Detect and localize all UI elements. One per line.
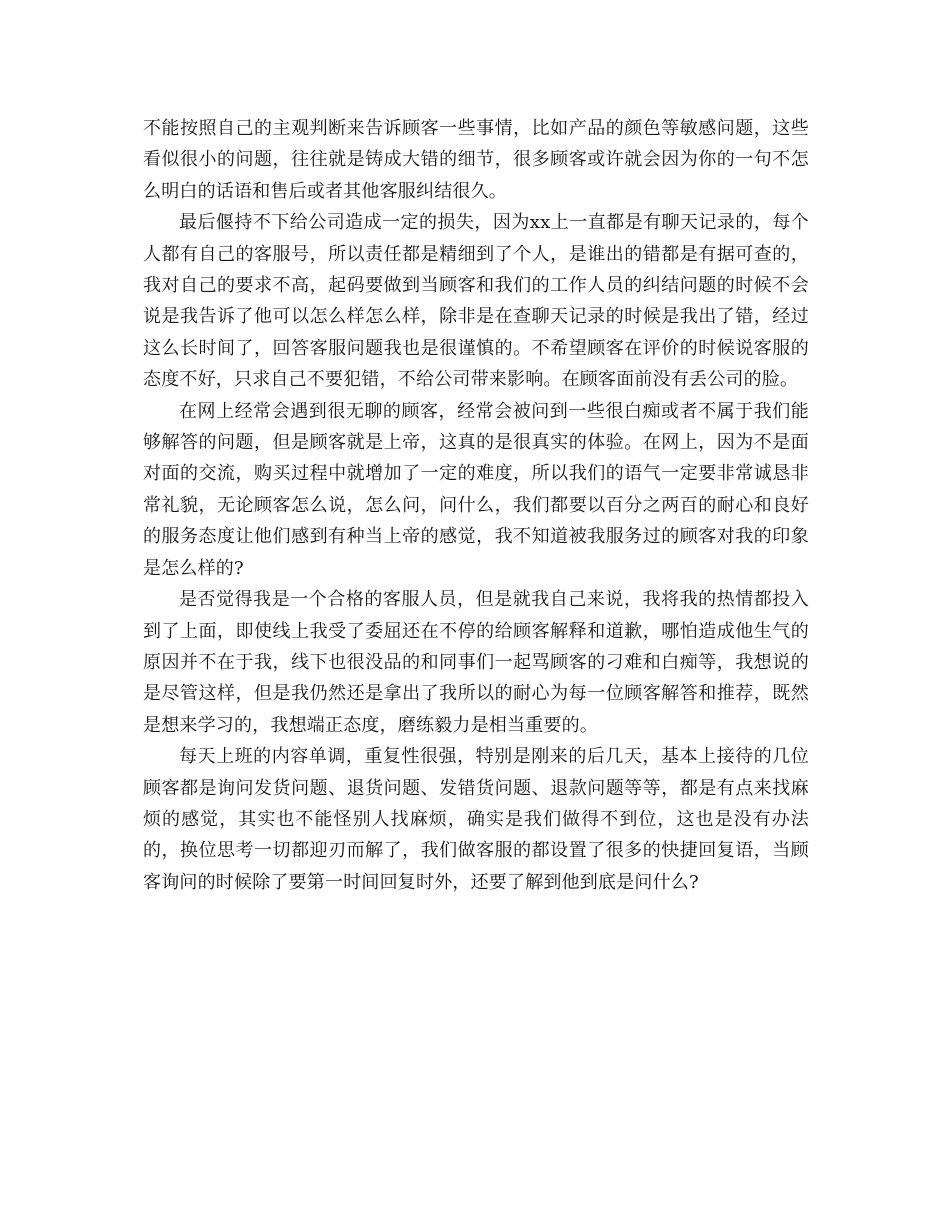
paragraph-2: 最后偃持不下给公司造成一定的损失，因为xx上一直都是有聊天记录的，每个人都有自己的客服号，所以责任都是精细到了个人，是谁出的错都是有据可查的，我对自己的要求不高，起码要做到当顾客和我们的工作人员的纠结问题的时候不会说是我告诉了他可以怎么样怎么样，除非是在查聊天记录的时候是我出了错，经过这么长时间了，回答客服问题我也是很谨慎的。不希望顾客在评价的时候说客服的态度不好，只求自己不要犯错，不给公司带来影响。在顾客面前没有丢公司的脸。: [143, 212, 809, 391]
body-text: [143, 113, 809, 898]
paragraph-1: 不能按照自己的主观判断来告诉顾客一些事情，比如产品的颜色等敏感问题，这些看似很小的问题，往往就是铸成大错的细节，很多顾客或许就会因为你的一句不怎么明白的话语和售后或者其他客服纠结很久。: [143, 118, 809, 202]
paragraph-3: 在网上经常会遇到很无聊的顾客，经常会被问到一些很白痴或者不属于我们能够解答的问题，但是顾客就是上帝，这真的是很真实的体验。在网上，因为不是面对面的交流，购买过程中就增加了一定的难度，所以我们的语气一定要非常诚恳非常礼貌，无论顾客怎么说，怎么问，问什么，我们都要以百分之两百的耐心和良好的服务态度让他们感到有种当上帝的感觉，我不知道被我服务过的顾客对我的印象是怎么样的?: [143, 400, 809, 579]
paragraph-5: 每天上班的内容单调，重复性很强，特别是刚来的后几天，基本上接待的几位顾客都是询问发货问题、退货问题、发错货问题、退款问题等等，都是有点来找麻烦的感觉，其实也不能怪别人找麻烦，确实是我们做得不到位，这也是没有办法的，换位思考一切都迎刃而解了，我们做客服的都设置了很多的快捷回复语，当顾客询问的时候除了要第一时间回复时外，还要了解到他到底是问什么?: [143, 746, 809, 893]
paragraph-4: 是否觉得我是一个合格的客服人员，但是就我自己来说，我将我的热情都投入到了上面，即使线上我受了委屈还在不停的给顾客解释和道歉，哪怕造成他生气的原因并不在于我，线下也很没品的和同事们一起骂顾客的刁难和白痴等，我想说的是尽管这样，但是我仍然还是拿出了我所以的耐心为每一位顾客解答和推荐，既然是想来学习的，我想端正态度，磨练毅力是相当重要的。: [143, 589, 809, 736]
